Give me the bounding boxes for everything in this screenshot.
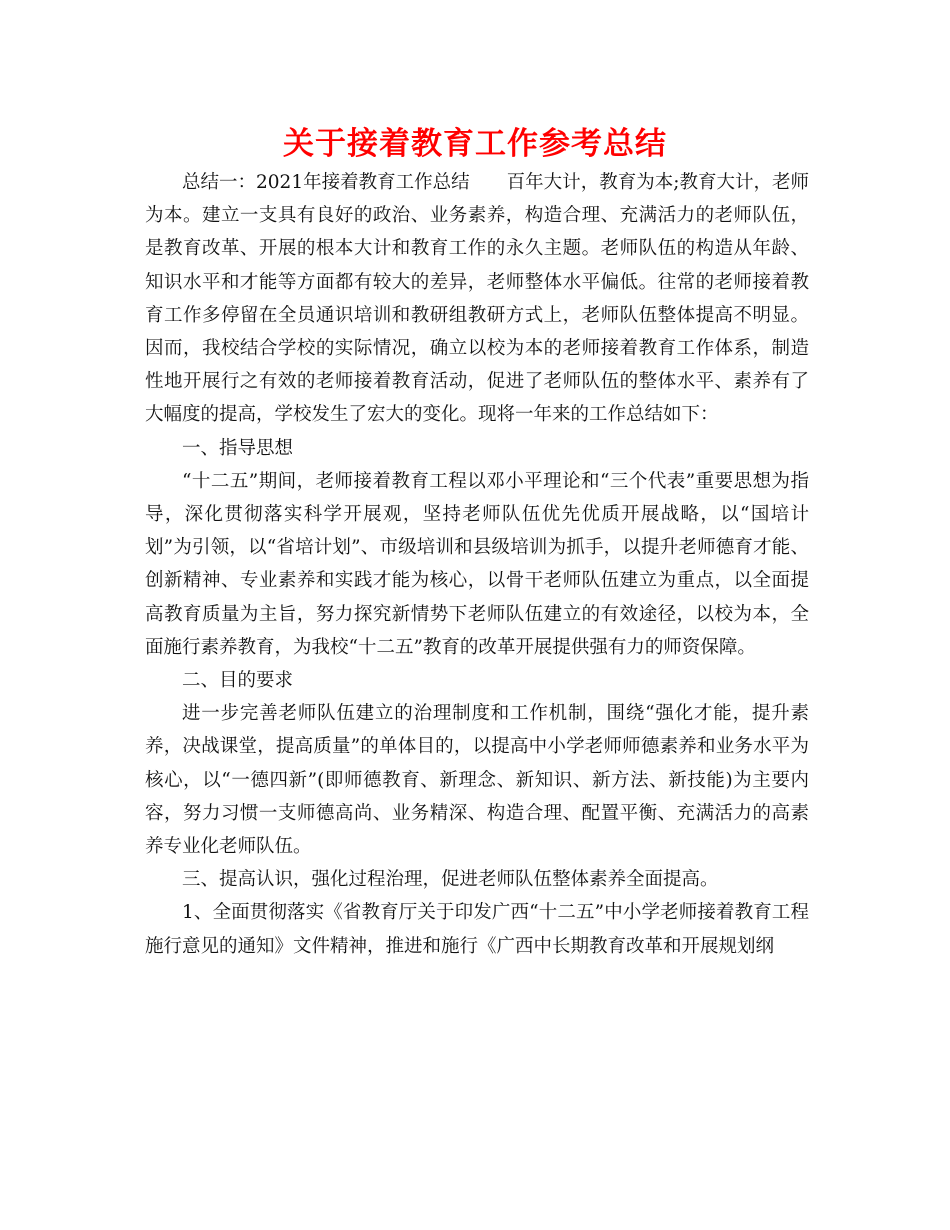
document-title: 关于接着教育工作参考总结 [283,126,667,162]
document-body [145,166,809,963]
paragraph-item-1: 1、全面贯彻落实《省教育厅关于印发广西“十二五”中小学老师接着教育工程施行意见的通知》文件精神，推进和施行《广西中长期教育改革和开展规划纲 [145,902,809,957]
paragraph-summary-intro: 总结一：2021年接着教育工作总结 百年大计，教育为本;教育大计，老师为本。建立一支具有良好的政治、业务素养，构造合理、充满活力的老师队伍，是教育改革、开展的根本大计和教育工作的永久主题。老师队伍的构造从年龄、知识水平和才能等方面都有较大的差异，老师整体水平偏低。往常的老师接着教育工作多停留在全员通识培训和教研组教研方式上，老师队伍整体提高不明显。因而，我校结合学校的实际情况，确立以校为本的老师接着教育工作体系，制造性地开展行之有效的老师接着教育活动，促进了老师队伍的整体水平、素养有了大幅度的提高，学校发生了宏大的变化。现将一年来的工作总结如下： [145,172,809,426]
heading-objectives: 二、目的要求 [182,670,294,692]
paragraph-objectives: 进一步完善老师队伍建立的治理制度和工作机制，围绕“强化才能，提升素养，决战课堂，提高质量”的单体目的，以提高中小学老师师德素养和业务水平为核心，以“一德四新”(即师德教育、新理念、新知识、新方法、新技能)为主要内容，努力习惯一支师德高尚、业务精深、构造合理、配置平衡、充满活力的高素养专业化老师队伍。 [145,703,809,858]
heading-process-management: 三、提高认识，强化过程治理，促进老师队伍整体素养全面提高。 [182,869,719,891]
paragraph-guiding-ideology: “十二五”期间，老师接着教育工程以邓小平理论和“三个代表”重要思想为指导，深化贯彻落实科学开展观，坚持老师队伍优先优质开展战略，以“国培计划”为引领，以“省培计划”、市级培训和县级培训为抓手，以提升老师德育才能、创新精神、专业素养和实践才能为核心，以骨干老师队伍建立为重点，以全面提高教育质量为主旨，努力探究新情势下老师队伍建立的有效途径，以校为本，全面施行素养教育，为我校“十二五”教育的改革开展提供强有力的师资保障。 [145,470,809,658]
heading-guiding-ideology: 一、指导思想 [182,437,294,459]
